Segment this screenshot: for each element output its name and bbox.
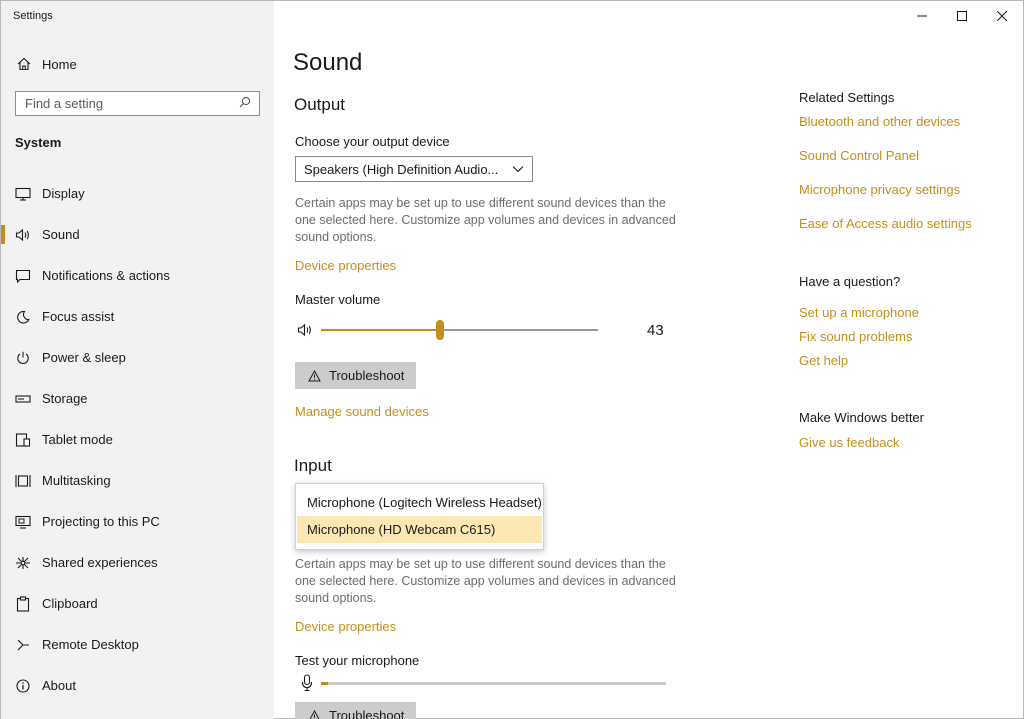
microphone-icon	[301, 674, 313, 697]
sidebar	[1, 1, 274, 719]
troubleshoot-label: Troubleshoot	[329, 708, 405, 719]
close-icon	[997, 11, 1007, 21]
sidebar-item-power-sleep[interactable]	[1, 337, 274, 378]
volume-value: 43	[647, 322, 664, 339]
minimize-button[interactable]	[902, 1, 942, 31]
search-box[interactable]	[15, 91, 260, 116]
volume-fill	[321, 329, 440, 331]
sidebar-section-title: System	[15, 135, 62, 150]
window-controls	[902, 1, 1022, 31]
speaker-icon	[14, 228, 32, 242]
sidebar-item-label: Clipboard	[42, 596, 98, 611]
output-device-value: Speakers (High Definition Audio...	[304, 161, 499, 177]
test-microphone-label: Test your microphone	[295, 653, 420, 668]
have-a-question-heading: Have a question?	[799, 274, 901, 289]
ease-of-access-audio-link[interactable]: Ease of Access audio settings	[799, 216, 972, 231]
sidebar-item-label: Display	[42, 186, 85, 201]
make-windows-better-heading: Make Windows better	[799, 410, 924, 425]
give-feedback-link[interactable]: Give us feedback	[799, 435, 900, 450]
search-input[interactable]	[25, 96, 225, 111]
display-icon	[14, 187, 32, 201]
nav-home-label: Home	[42, 56, 77, 72]
related-settings-heading: Related Settings	[799, 90, 895, 105]
input-info-text: Certain apps may be set up to use different sound devices than the one selected here. Customize app volumes and devices in advanced sound options.	[295, 557, 676, 605]
input-device-option-selected[interactable]: Microphone (HD Webcam C615)	[297, 516, 542, 543]
manage-sound-devices-link[interactable]: Manage sound devices	[295, 404, 429, 419]
notifications-icon	[14, 269, 32, 283]
sidebar-item-storage[interactable]	[1, 378, 274, 419]
chevron-down-icon	[512, 160, 524, 178]
microphone-level-fill	[321, 682, 328, 685]
input-device-option[interactable]: Microphone (Logitech Wireless Headset)	[307, 495, 542, 510]
master-volume-label: Master volume	[295, 292, 381, 307]
app-title: Settings	[13, 10, 53, 22]
sidebar-item-label: About	[42, 678, 76, 693]
get-help-link[interactable]: Get help	[799, 353, 849, 368]
remote-desktop-icon	[14, 638, 32, 652]
sidebar-item-label: Remote Desktop	[42, 637, 139, 652]
output-device-dropdown[interactable]	[295, 156, 533, 182]
output-heading: Output	[294, 95, 346, 114]
moon-icon	[14, 310, 32, 324]
home-icon	[15, 57, 33, 71]
output-info-text: Certain apps may be set up to use different sound devices than the one selected here. Customize app volumes and devices in advanced sound options.	[295, 196, 676, 244]
volume-thumb[interactable]	[436, 320, 444, 340]
sidebar-item-label: Sound	[42, 227, 80, 242]
sidebar-item-label: Tablet mode	[42, 432, 113, 447]
maximize-icon	[957, 11, 967, 21]
sidebar-item-tablet-mode[interactable]	[1, 419, 274, 460]
input-heading: Input	[294, 456, 332, 475]
sidebar-item-label: Power & sleep	[42, 350, 126, 365]
warning-icon	[308, 710, 321, 719]
volume-track[interactable]	[321, 329, 598, 331]
sidebar-item-sound[interactable]	[1, 214, 274, 255]
clipboard-icon	[14, 596, 32, 612]
maximize-button[interactable]	[942, 1, 982, 31]
input-device-dropdown-menu[interactable]	[295, 483, 544, 550]
speaker-icon[interactable]	[297, 323, 313, 342]
sidebar-item-label: Multitasking	[42, 473, 111, 488]
fix-sound-problems-link[interactable]: Fix sound problems	[799, 329, 913, 344]
sound-control-panel-link[interactable]: Sound Control Panel	[799, 148, 919, 163]
output-device-properties-link[interactable]: Device properties	[295, 258, 397, 273]
sidebar-item-label: Focus assist	[42, 309, 115, 324]
sidebar-item-label: Storage	[42, 391, 88, 406]
sidebar-item-remote-desktop[interactable]	[1, 624, 274, 665]
nav-home[interactable]	[1, 51, 274, 77]
bluetooth-devices-link[interactable]: Bluetooth and other devices	[799, 114, 961, 129]
output-device-label: Choose your output device	[295, 134, 450, 149]
sidebar-item-label: Shared experiences	[42, 555, 158, 570]
minimize-icon	[917, 11, 927, 21]
sidebar-item-multitasking[interactable]	[1, 460, 274, 501]
shared-icon	[14, 556, 32, 570]
power-icon	[14, 351, 32, 365]
projecting-icon	[14, 515, 32, 529]
tablet-icon	[14, 433, 32, 447]
set-up-microphone-link[interactable]: Set up a microphone	[799, 305, 919, 320]
sidebar-item-about[interactable]	[1, 665, 274, 706]
master-volume-slider[interactable]	[297, 319, 677, 341]
troubleshoot-label: Troubleshoot	[329, 368, 405, 383]
warning-icon	[308, 370, 321, 382]
microphone-privacy-link[interactable]: Microphone privacy settings	[799, 182, 961, 197]
close-button[interactable]	[982, 1, 1022, 31]
output-troubleshoot-button[interactable]	[295, 362, 416, 389]
nav-list	[1, 173, 274, 706]
sidebar-item-display[interactable]	[1, 173, 274, 214]
microphone-level-meter	[299, 674, 669, 692]
sidebar-item-notifications[interactable]	[1, 255, 274, 296]
multitasking-icon	[14, 474, 32, 488]
input-troubleshoot-button[interactable]	[295, 702, 416, 719]
sidebar-item-projecting[interactable]	[1, 501, 274, 542]
input-device-properties-link[interactable]: Device properties	[295, 619, 397, 634]
info-icon	[14, 679, 32, 693]
sidebar-item-label: Projecting to this PC	[42, 514, 160, 529]
sidebar-item-clipboard[interactable]	[1, 583, 274, 624]
storage-icon	[14, 393, 32, 405]
page-title: Sound	[293, 49, 363, 76]
sidebar-item-label: Notifications & actions	[42, 268, 170, 283]
microphone-level-track	[321, 682, 666, 685]
sidebar-item-focus-assist[interactable]	[1, 296, 274, 337]
sidebar-item-shared-experiences[interactable]	[1, 542, 274, 583]
search-icon[interactable]	[239, 95, 251, 113]
